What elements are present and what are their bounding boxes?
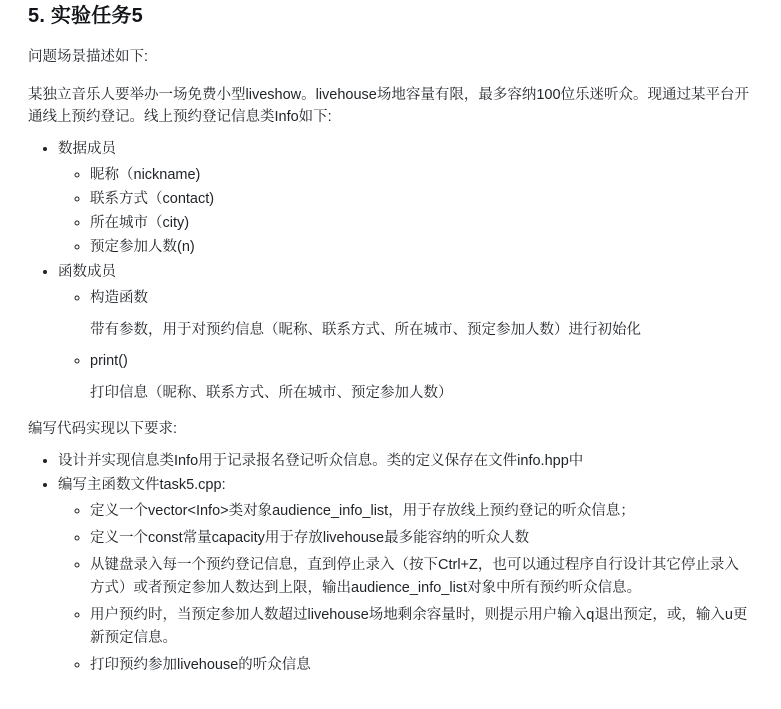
requirement-item-1 bbox=[58, 450, 753, 472]
requirement-item-2 bbox=[58, 474, 753, 677]
info-class-list bbox=[28, 138, 753, 404]
data-members-item bbox=[58, 138, 753, 259]
list-item: ◦ 从键盘录入每一个预约登记信息，直到停止录入（按下Ctrl+Z，也可以通过程序自行设计其它停止录入方式）或者预定参加人数达到上限，输出audience_info_list对象中所有预约听众信息。 bbox=[90, 554, 753, 600]
list-item: ◦ 打印预约参加livehouse的听众信息 bbox=[90, 654, 753, 677]
requirements-heading: 编写代码实现以下要求: bbox=[28, 421, 178, 437]
list-item bbox=[90, 350, 753, 404]
list-item: ◦ 联系方式（contact) bbox=[90, 188, 753, 211]
function-members-heading: 函数成员 bbox=[58, 264, 116, 280]
print-note: 打印信息（昵称、联系方式、所在城市、预定参加人数） bbox=[90, 385, 453, 401]
page-title: 5. 实验任务5 bbox=[28, 5, 143, 27]
constructor-name: 构造函数 bbox=[90, 290, 148, 306]
requirement-text: 设计并实现信息类Info用于记录报名登记听众信息。类的定义保存在文件info.hpp中 bbox=[58, 453, 584, 469]
list-item: ◦ 预定参加人数(n) bbox=[90, 236, 753, 259]
list-item: ◦ 昵称（nickname) bbox=[90, 164, 753, 187]
requirement-sublist bbox=[58, 500, 753, 677]
list-item: ◦ 定义一个const常量capacity用于存放livehouse最多能容纳的听众人数 bbox=[90, 527, 753, 550]
list-item: ◦ 用户预约时，当预定参加人数超过livehouse场地剩余容量时，则提示用户输入q退出预定，或，输入u更新预定信息。 bbox=[90, 604, 753, 650]
data-members-sublist bbox=[58, 164, 753, 259]
list-item: ◦ 所在城市（city) bbox=[90, 212, 753, 235]
requirements-list bbox=[28, 450, 753, 677]
function-members-item bbox=[58, 261, 753, 404]
list-item bbox=[90, 287, 753, 341]
print-name: print() bbox=[90, 353, 128, 369]
intro-paragraph: 问题场景描述如下: bbox=[28, 49, 149, 65]
requirement-text: 编写主函数文件task5.cpp: bbox=[58, 477, 226, 493]
data-members-heading: 数据成员 bbox=[58, 141, 116, 157]
list-item: ◦ 定义一个vector<Info>类对象audience_info_list，用于存放线上预约登记的听众信息； bbox=[90, 500, 753, 523]
function-members-sublist bbox=[58, 287, 753, 404]
constructor-note: 带有参数，用于对预约信息（昵称、联系方式、所在城市、预定参加人数）进行初始化 bbox=[90, 322, 641, 338]
scenario-paragraph: 某独立音乐人要举办一场免费小型liveshow。livehouse场地容量有限，最多容纳100位乐迷听众。现通过某平台开通线上预约登记。线上预约登记信息类Info如下: bbox=[28, 87, 750, 125]
